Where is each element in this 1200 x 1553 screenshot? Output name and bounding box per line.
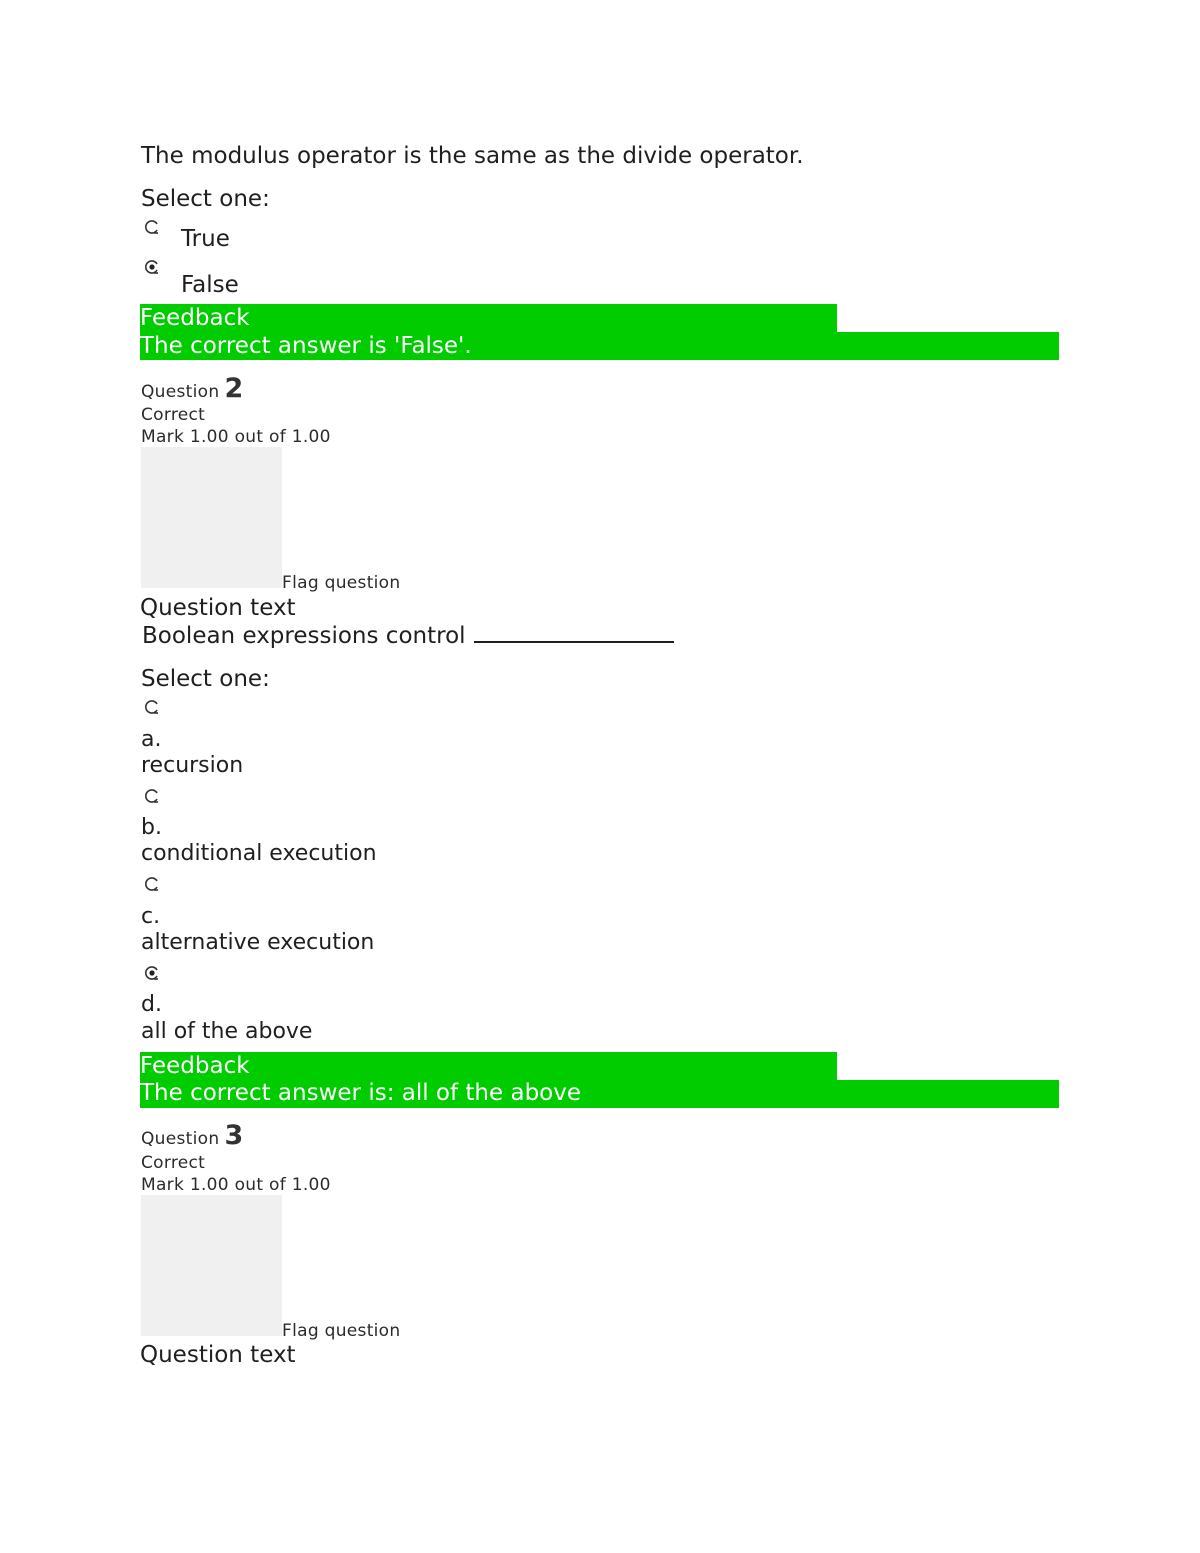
q2-question-text [142, 622, 674, 650]
q2-option-a-letter: a. [141, 727, 162, 752]
q2-status: Correct [141, 405, 206, 425]
q3-question-label: Question [141, 1129, 220, 1149]
q2-answer-blank [474, 625, 674, 643]
q3-mark: Mark 1.00 out of 1.00 [141, 1175, 331, 1195]
q2-radio-b[interactable] [144, 788, 160, 804]
q2-feedback-title: Feedback [140, 1053, 250, 1079]
q2-option-c-label: alternative execution [141, 930, 375, 955]
q1-radio-false[interactable] [144, 259, 160, 275]
q2-option-d-label: all of the above [141, 1019, 313, 1044]
radio-unchecked-icon [144, 699, 160, 715]
q2-option-b-letter: b. [141, 815, 162, 840]
q2-question-text-heading: Question text [140, 595, 296, 621]
q2-flag-icon[interactable] [141, 447, 282, 588]
radio-unchecked-icon [144, 788, 160, 804]
q2-header [141, 375, 243, 403]
radio-checked-icon [144, 259, 160, 275]
q1-select-label: Select one: [141, 186, 270, 212]
q3-status: Correct [141, 1153, 206, 1173]
q2-question-label: Question [141, 382, 220, 402]
radio-unchecked-icon [144, 876, 160, 892]
q2-question-number: 2 [224, 373, 244, 404]
q3-question-text-heading: Question text [140, 1342, 296, 1368]
q2-feedback-text: The correct answer is: all of the above [140, 1080, 581, 1106]
q2-option-b-label: conditional execution [141, 841, 377, 866]
q3-header [141, 1122, 243, 1150]
q2-flag-question-link[interactable]: Flag question [282, 573, 401, 593]
radio-unchecked-icon [144, 219, 160, 235]
q2-select-label: Select one: [141, 666, 270, 692]
q2-radio-a[interactable] [144, 699, 160, 715]
q2-mark: Mark 1.00 out of 1.00 [141, 427, 331, 447]
q2-option-c-letter: c. [141, 904, 161, 929]
q1-question-text: The modulus operator is the same as the divide operator. [141, 143, 804, 169]
q3-question-number: 3 [224, 1120, 244, 1151]
q2-radio-d[interactable] [144, 965, 160, 981]
q1-feedback-title: Feedback [140, 305, 250, 331]
q1-radio-true[interactable] [144, 219, 160, 235]
q1-option-false-label: False [181, 272, 239, 298]
q1-feedback-text: The correct answer is 'False'. [140, 333, 472, 359]
q2-option-a-label: recursion [141, 753, 244, 778]
q3-flag-question-link[interactable]: Flag question [282, 1321, 401, 1341]
q2-radio-c[interactable] [144, 876, 160, 892]
radio-checked-icon [144, 965, 160, 981]
q2-option-d-letter: d. [141, 992, 162, 1017]
q3-flag-icon[interactable] [141, 1195, 282, 1336]
q2-question-text-content: Boolean expressions control [142, 623, 466, 649]
q1-option-true-label: True [181, 226, 230, 252]
